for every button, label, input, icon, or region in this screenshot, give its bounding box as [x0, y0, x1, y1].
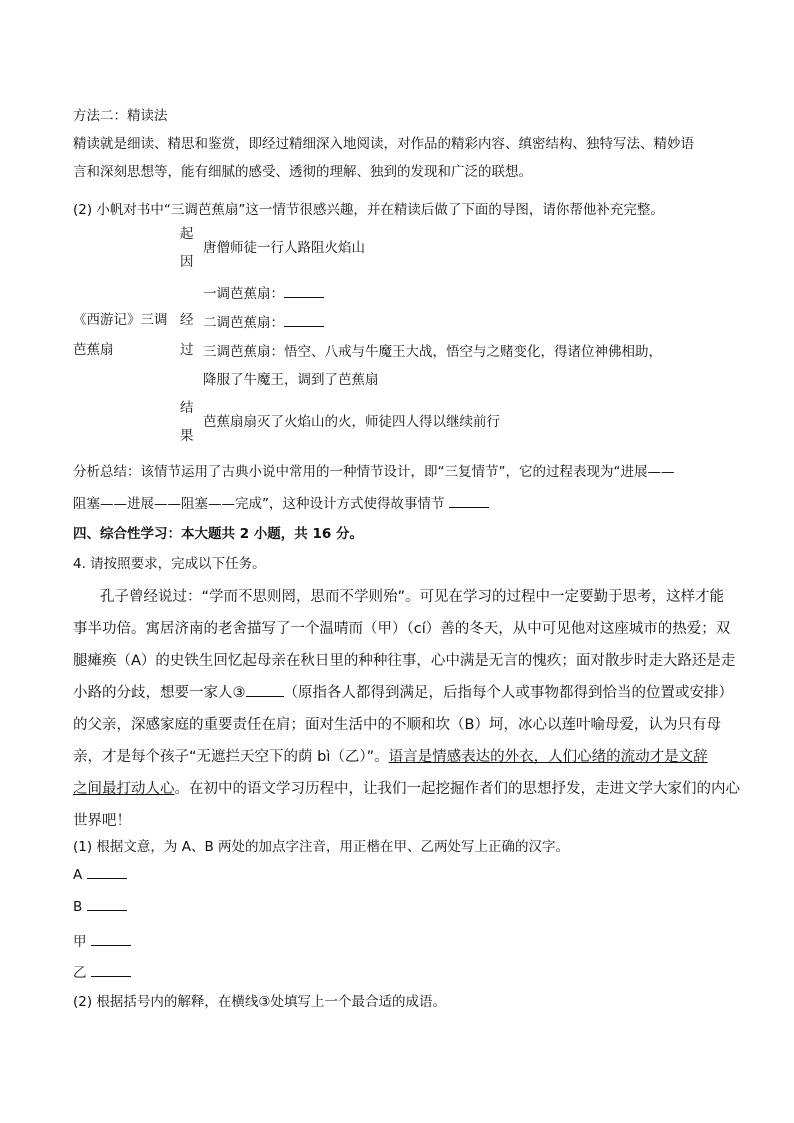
fill-blank-yi[interactable]: [91, 964, 131, 977]
passage-line6-a: 亲，才是每个孩子“无遮拦天空下的荫 bì（乙）”。: [73, 749, 389, 765]
question-2-prompt: (2) 小帆对书中“三调芭蕉扇”这一情节很感兴趣，并在精读后做了下面的导图，请你帮他补充完整。: [73, 202, 664, 218]
passage-line7: [73, 777, 740, 798]
analysis-line2: 阻塞——进展——阻塞——完成”，这种设计方式使得故事情节: [73, 496, 445, 512]
map-title-line2: 芭蕉扇: [73, 342, 114, 358]
method-heading: 方法二：精读法: [73, 108, 168, 124]
second-attempt-label: 二调芭蕉扇：: [203, 315, 284, 331]
passage-line8: 世界吧！: [73, 813, 131, 829]
result-text: 芭蕉扇扇灭了火焰山的火，师徒四人得以继续前行: [203, 414, 500, 430]
fill-row-yi: [73, 961, 131, 981]
process-label-1: 经: [180, 312, 194, 328]
map-title-line1: 《西游记》三调: [73, 312, 168, 328]
third-attempt-line1: 三调芭蕉扇：悟空、八戒与牛魔王大战，悟空与之赌变化，得诸位神佛相助，: [203, 344, 662, 360]
cause-text: 唐僧师徒一行人路阻火焰山: [203, 240, 365, 256]
fill-row-jia: [73, 930, 131, 950]
method-desc-line2: 言和深刻思想等，能有细腻的感受、透彻的理解、独到的发现和广泛的联想。: [73, 164, 532, 180]
passage-line4: [73, 681, 733, 702]
second-attempt-row: [203, 311, 324, 331]
fill-label-A: A: [73, 867, 83, 883]
passage-line5: 的父亲，深感家庭的重要责任在肩；面对生活中的不顺和坎（B）坷，冰心以莲叶喻母爱，认为只有母: [73, 717, 721, 733]
method-desc-line1: 精读就是细读、精思和鉴赏，即经过精细深入地阅读，对作品的精彩内容、缜密结构、独特写法、精妙语: [73, 136, 694, 152]
idiom-blank[interactable]: [246, 684, 284, 697]
passage-line2: 事半功倍。寓居济南的老舍描写了一个温晴而（甲）（cí）善的冬天，从中可见他对这座城市的热爱；双: [73, 621, 731, 637]
fill-label-jia: 甲: [73, 934, 87, 950]
fill-row-B: [73, 898, 127, 915]
cause-label-1: 起: [180, 226, 194, 242]
passage-line3: 腿瘫痪（A）的史铁生回忆起母亲在秋日里的种种往事，心中满是无言的愧疚；面对散步时走大路还是走: [73, 653, 736, 669]
result-label-1: 结: [180, 400, 194, 416]
second-attempt-blank[interactable]: [284, 314, 324, 327]
analysis-blank[interactable]: [449, 495, 489, 508]
question-4-2: (2) 根据括号内的解释，在横线③处填写上一个最合适的成语。: [73, 994, 447, 1010]
passage-line6-underlined: 语言是情感表达的外衣，人们心绪的流动才是文辞: [388, 749, 708, 765]
question-4: 4. 请按照要求，完成以下任务。: [73, 556, 266, 572]
process-label-2: 过: [180, 342, 194, 358]
fill-label-B: B: [73, 899, 83, 915]
passage-line7-b: 。在初中的语文学习历程中，让我们一起挖掘作者们的思想抒发，走进文学大家们的内心: [174, 781, 740, 797]
section-4-heading: 四、综合性学习：本大题共 2 小题，共 16 分。: [73, 526, 363, 542]
passage-line7-underlined: 之间最打动人心: [73, 781, 175, 797]
fill-blank-A[interactable]: [87, 866, 127, 879]
fill-row-A: [73, 866, 127, 883]
passage-line4-a: 小路的分歧，想要一家人③: [73, 685, 246, 701]
analysis-line1: 分析总结：该情节运用了古典小说中常用的一种情节设计，即“三复情节”，它的过程表现为“进展——: [73, 464, 675, 480]
first-attempt-blank[interactable]: [284, 285, 324, 298]
fill-label-yi: 乙: [73, 965, 87, 981]
fill-blank-jia[interactable]: [91, 933, 131, 946]
first-attempt-label: 一调芭蕉扇：: [203, 286, 284, 302]
fill-blank-B[interactable]: [87, 898, 127, 911]
third-attempt-line2: 降服了牛魔王，调到了芭蕉扇: [203, 372, 379, 388]
passage-line6: [73, 745, 708, 766]
question-4-1: (1) 根据文意，为 A、B 两处的加点字注音，用正楷在甲、乙两处写上正确的汉字。: [73, 839, 569, 855]
passage-line4-b: （原指各人都得到满足，后指每个人或事物都得到恰当的位置或安排）: [283, 685, 733, 701]
analysis-line2-row: [73, 492, 489, 512]
passage-line1: 孔子曾经说过：“学而不思则罔，思而不学则殆”。可见在学习的过程中一定要勤于思考，这样才能: [100, 589, 725, 605]
cause-label-2: 因: [180, 254, 194, 270]
result-label-2: 果: [180, 428, 194, 444]
first-attempt-row: [203, 282, 324, 302]
